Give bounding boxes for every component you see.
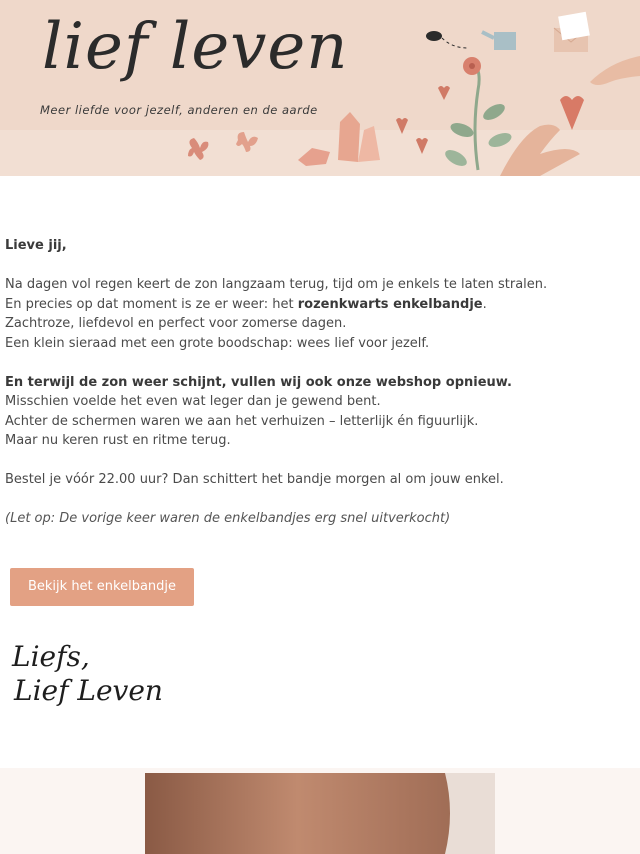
paragraph-line: En precies op dat moment is ze er weer: het rozenkwarts enkelbandje.	[5, 296, 487, 312]
header-banner	[0, 0, 640, 176]
signature-line1: Liefs,	[12, 640, 90, 673]
product-name: rozenkwarts enkelbandje	[297, 296, 483, 312]
paragraph-line: Een klein sieraad met een grote boodschap: wees lief voor jezelf.	[5, 335, 430, 351]
note: (Let op: De vorige keer waren de enkelbandjes erg snel uitverkocht)	[5, 511, 451, 526]
paragraph-heading: En terwijl de zon weer schijnt, vullen wij ook onze webshop opnieuw.	[5, 374, 512, 390]
signature	[12, 628, 163, 718]
paragraph-line: Na dagen vol regen keert de zon langzaam terug, tijd om je enkels te laten stralen.	[5, 277, 548, 292]
paragraph-line: Zachtroze, liefdevol en perfect voor zomerse dagen.	[5, 316, 347, 331]
signature-line2: Lief Leven	[14, 674, 163, 707]
paragraph-line: Misschien voelde het even wat leger dan je gewend bent.	[5, 394, 381, 409]
paragraph-line: Achter de schermen waren we aan het verhuizen – letterlijk én figuurlijk.	[5, 413, 479, 429]
watering-can-icon	[494, 32, 516, 50]
bee-icon	[426, 31, 442, 41]
paragraph-line: Maar nu keren rust en ritme terug.	[5, 433, 231, 448]
tagline: Meer liefde voor jezelf, anderen en de aarde	[40, 103, 318, 117]
greeting: Lieve jij,	[5, 238, 67, 253]
paragraph-line: Bestel je vóór 22.00 uur? Dan schittert het bandje morgen al om jouw enkel.	[5, 472, 504, 487]
logo-title: lief leven	[42, 10, 349, 84]
email-body	[5, 236, 625, 529]
product-photo-section	[0, 768, 640, 854]
product-photo	[145, 773, 495, 854]
view-anklet-button[interactable]: Bekijk het enkelbandje	[10, 568, 194, 606]
